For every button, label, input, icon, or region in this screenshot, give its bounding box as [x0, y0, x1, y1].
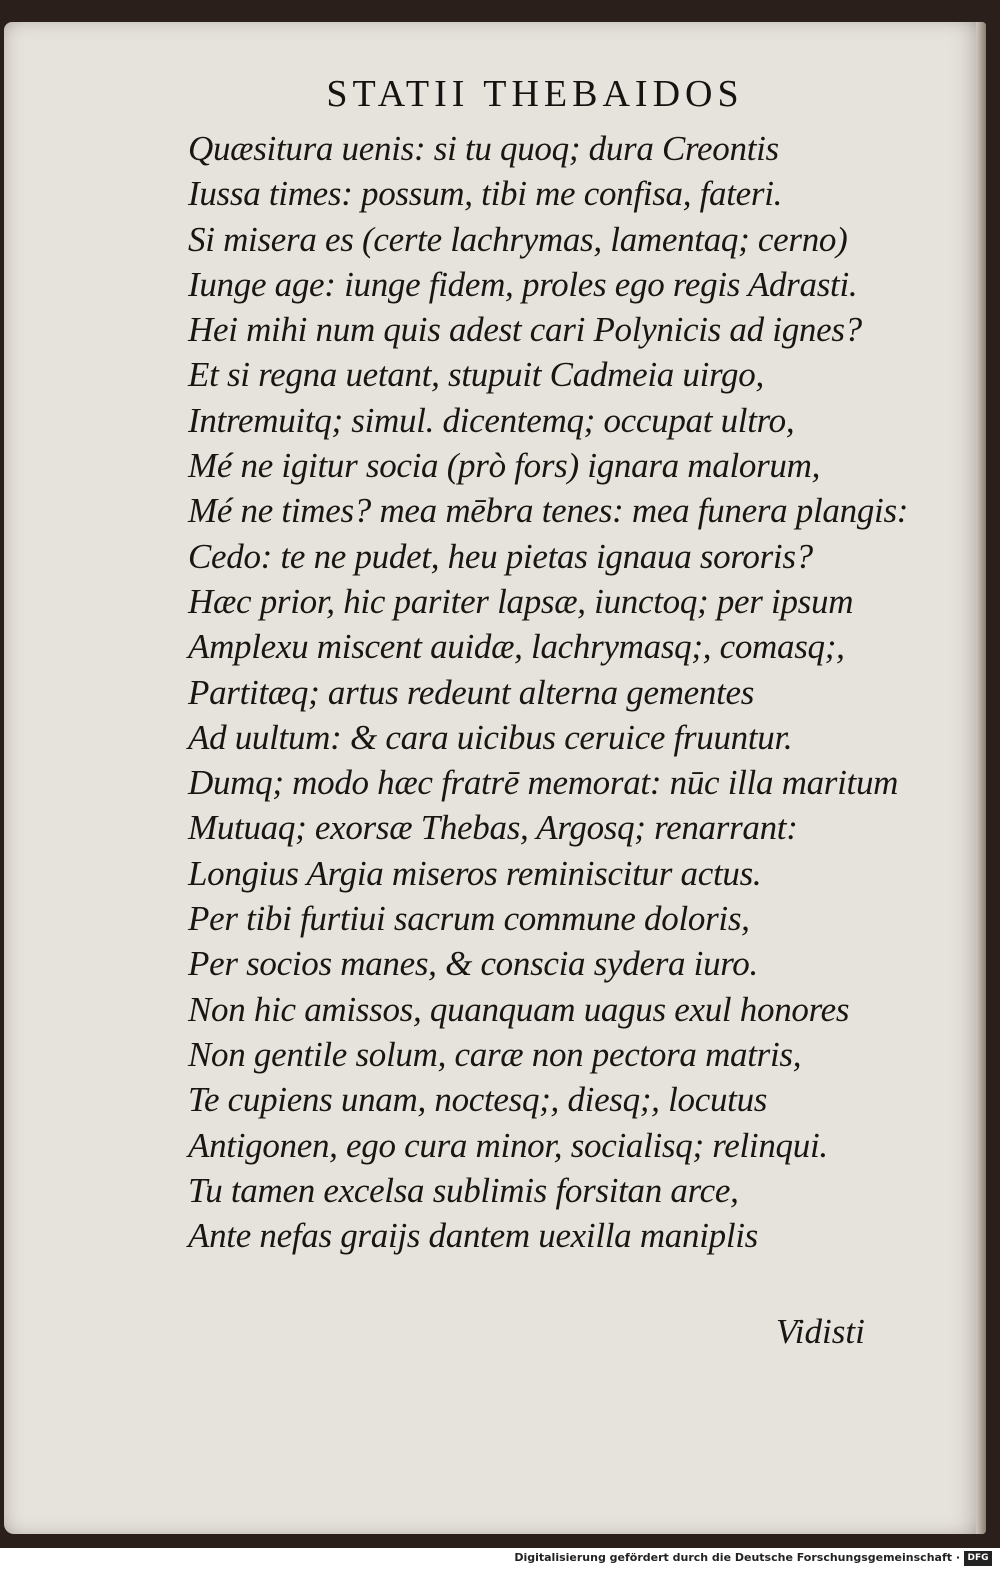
verse-line: Cedo: te ne pudet, heu pietas ignaua sororis? [188, 536, 813, 576]
verse-line: Dumq; modo hæc fratrē memorat: nūc illa maritum [188, 763, 899, 803]
verse-line: Per socios manes, & conscia sydera iuro. [188, 944, 758, 984]
page-edge [976, 22, 986, 1534]
catchword: Vidisti [776, 1312, 865, 1351]
verse-line: Ante nefas graijs dantem uexilla maniplis [188, 1216, 759, 1256]
verse-line: Non hic amissos, quanquam uagus exul honores [188, 989, 850, 1029]
verse-line: Ad uultum: & cara uicibus ceruice fruuntur. [188, 717, 793, 757]
verse-line: Per tibi furtiui sacrum commune doloris, [188, 899, 750, 939]
verse-line: Mé ne igitur socia (prò fors) ignara malorum, [188, 446, 821, 486]
verse-line: Non gentile solum, caræ non pectora matris, [188, 1034, 802, 1074]
verse-line: Iunge age: iunge fidem, proles ego regis Adrasti. [188, 264, 858, 304]
verse-line: Antigonen, ego cura minor, socialisq; relinqui. [188, 1125, 828, 1165]
dfg-logo: DFG [964, 1551, 992, 1566]
running-head: STATII THEBAIDOS [326, 73, 744, 115]
verse-line: Quæsitura uenis: si tu quoq; dura Creontis [188, 129, 779, 168]
verse-line: Tu tamen excelsa sublimis forsitan arce, [188, 1170, 739, 1210]
verse-line: Partitæq; artus redeunt alterna gementes [188, 672, 755, 712]
verse-line: Longius Argia miseros reminiscitur actus. [188, 853, 762, 893]
verse-line: Hei mihi num quis adest cari Polynicis ad ignes? [188, 310, 862, 350]
verse-line: Hæc prior, hic pariter lapsæ, iunctoq; per ipsum [188, 581, 854, 621]
verse-line: Mé ne times? mea mēbra tenes: mea funera plangis: [188, 491, 909, 531]
verse-line: Iussa times: possum, tibi me confisa, fateri. [188, 174, 783, 214]
verse-line: Amplexu miscent auidæ, lachrymasq;, comasq;, [188, 627, 845, 667]
verse-line: Mutuaq; exorsæ Thebas, Argosq; renarrant: [188, 808, 798, 848]
verse-line: Si misera es (certe lachrymas, lamentaq; cerno) [188, 219, 848, 259]
verse-line: Et si regna uetant, stupuit Cadmeia uirgo, [188, 355, 764, 395]
verse-line: Intremuitq; simul. dicentemq; occupat ultro, [188, 400, 795, 440]
verse-text [188, 126, 908, 1258]
funding-notice: Digitalisierung gefördert durch die Deutsche Forschungsgemeinschaft · [514, 1551, 960, 1564]
verse-line: Te cupiens unam, noctesq;, diesq;, locutus [188, 1080, 768, 1120]
